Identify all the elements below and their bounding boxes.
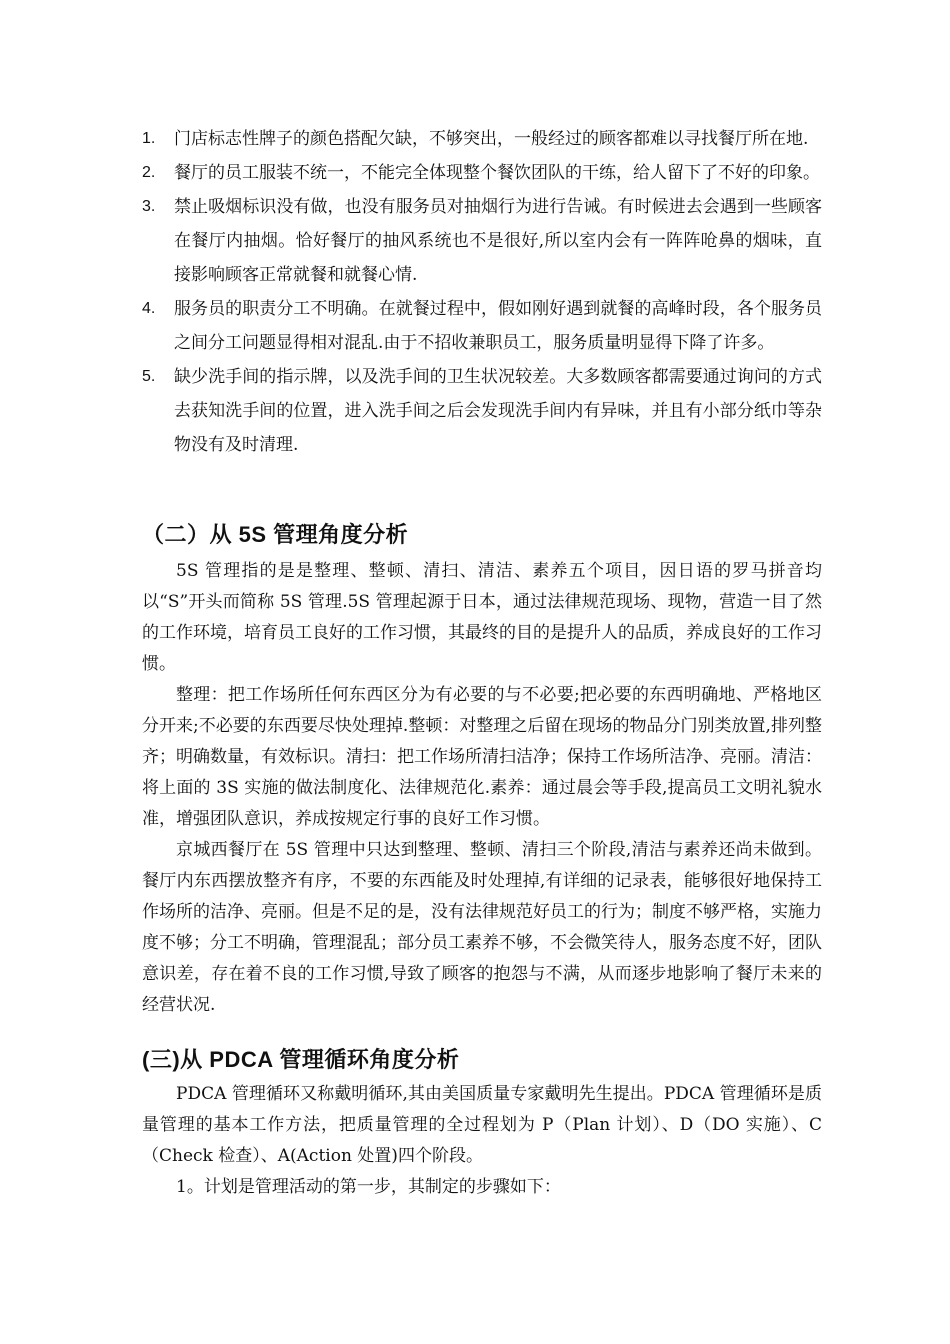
paragraph: 1。计划是管理活动的第一步，其制定的步骤如下： [176,1177,561,1197]
list-number: 2. [142,164,156,181]
list-item-text: 服务员的职责分工不明确。在就餐过程中，假如刚好遇到就餐的高峰时段，各个服务员之间分工问题显得相对混乱.由于不招收兼职员工，服务质量明显得下降了许多。 [174,299,822,353]
list-number: 3. [142,198,156,215]
section-pdca [142,1045,822,1203]
list-item [142,122,822,156]
paragraph: PDCA 管理循环又称戴明循环,其由美国质量专家戴明先生提出。PDCA 管理循环是质量管理的基本工作方法，把质量管理的全过程划为 P（Plan 计划）、D（DO 实施）、C（Check 检查）、A(Action 处置)四个阶段。 [142,1084,822,1166]
section-heading-pdca: (三)从 PDCA 管理循环角度分析 [142,1047,460,1072]
paragraph: 5S 管理指的是是整理、整顿、清扫、清洁、素养五个项目，因日语的罗马拼音均以“S”开头而简称 5S 管理.5S 管理起源于日本，通过法律规范现场、现物，营造一目了然的工作环境，培育员工良好的工作习惯，其最终的目的是提升人的品质，养成良好的工作习惯。 [142,561,822,674]
list-number: 4. [142,300,156,317]
section-5s [142,520,822,1021]
list-number: 1. [142,130,156,147]
list-item [142,360,822,462]
list-item [142,190,822,292]
list-item-text: 缺少洗手间的指示牌，以及洗手间的卫生状况较差。大多数顾客都需要通过询问的方式去获知洗手间的位置，进入洗手间之后会发现洗手间内有异味，并且有小部分纸巾等杂物没有及时清理. [174,367,822,455]
paragraph: 整理：把工作场所任何东西区分为有必要的与不必要;把必要的东西明确地、严格地区分开来;不必要的东西要尽快处理掉.整顿：对整理之后留在现场的物品分门别类放置,排列整齐；明确数量，有效标识。清扫：把工作场所清扫洁净；保持工作场所洁净、亮丽。清洁：将上面的 3S 实施的做法制度化、法律规范化.素养：通过晨会等手段,提高员工文明礼貌水准，增强团队意识，养成按规定行事的良好工作习惯。 [142,685,822,829]
list-item [142,292,822,360]
problem-list [142,122,822,462]
list-item-text: 门店标志性牌子的颜色搭配欠缺，不够突出，一般经过的顾客都难以寻找餐厅所在地. [174,129,809,149]
paragraph: 京城西餐厅在 5S 管理中只达到整理、整顿、清扫三个阶段,清洁与素养还尚未做到。餐厅内东西摆放整齐有序，不要的东西能及时处理掉,有详细的记录表，能够很好地保持工作场所的洁净、亮丽。但是不足的是，没有法律规范好员工的行为；制度不够严格，实施力度不够；分工不明确，管理混乱；部分员工素养不够，不会微笑待人，服务态度不好，团队意识差，存在着不良的工作习惯,导致了顾客的抱怨与不满，从而逐步地影响了餐厅未来的经营状况. [142,840,822,1015]
list-item-text: 禁止吸烟标识没有做，也没有服务员对抽烟行为进行告诫。有时候进去会遇到一些顾客在餐厅内抽烟。恰好餐厅的抽风系统也不是很好,所以室内会有一阵阵呛鼻的烟味，直接影响顾客正常就餐和就餐心情. [174,197,822,285]
section-heading-5s: （二）从 5S 管理角度分析 [142,522,409,547]
list-item-text: 餐厅的员工服装不统一，不能完全体现整个餐饮团队的干练，给人留下了不好的印象。 [174,163,820,183]
list-item [142,156,822,190]
list-number: 5. [142,368,156,385]
